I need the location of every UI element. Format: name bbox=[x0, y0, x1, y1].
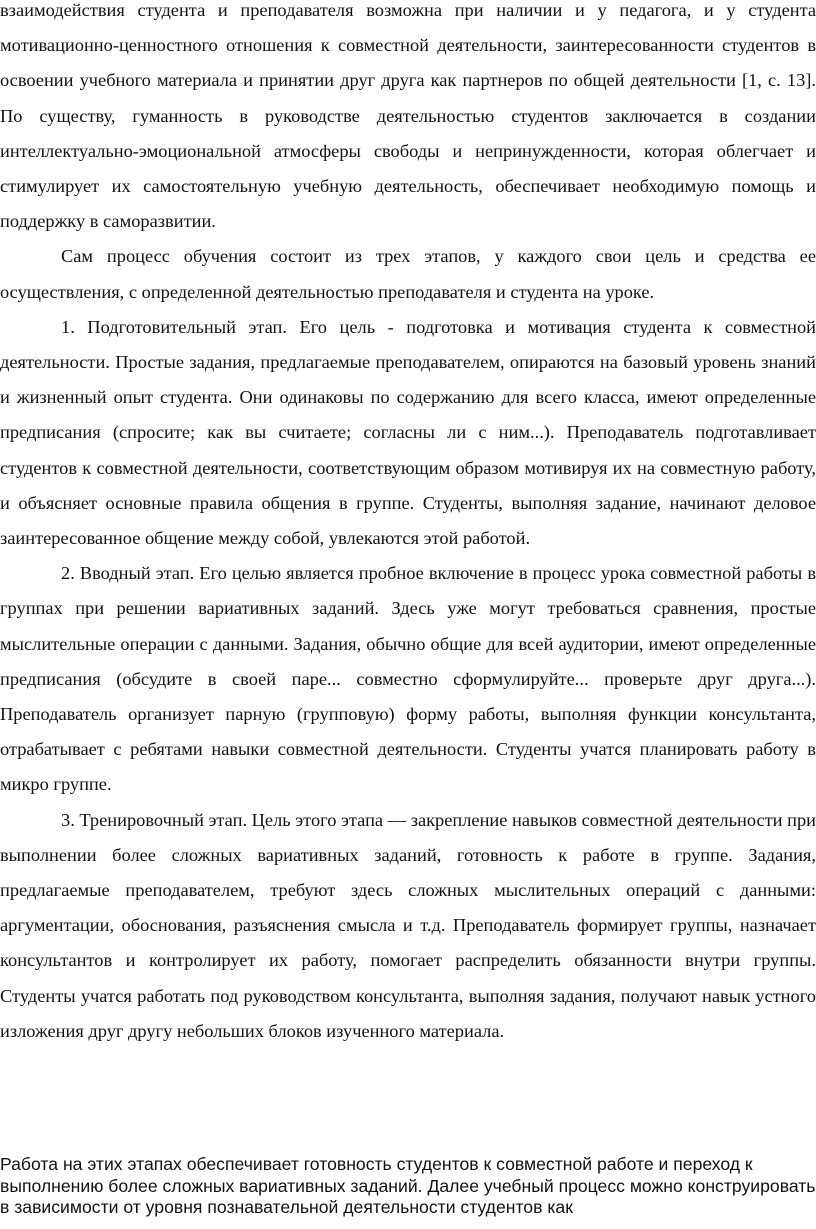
paragraph-stage-introductory: 2. Вводный этап. Его целью является пробное включение в процесс урока совместной работы в группах при решении вариативных заданий. Здесь уже могут требоваться сравнения, простые мыслительные операции с данными. Задания, обычно общие для всей аудитории, имеют определенные предписания (обсудите в своей паре... совместно сформулируйте... проверьте друг друга...). Преподаватель организует парную (групповую) форму работы, выполняя функции консультанта, отрабатывает с ребятами навыки совместной деятельности. Студенты учатся планировать работу в микро группе. bbox=[0, 563, 816, 795]
paragraph-learning-stages: Сам процесс обучения состоит из трех этапов, у каждого свои цель и средства ее осуществления, с определенной деятельностью преподавателя и студента на уроке. bbox=[0, 246, 816, 302]
paragraph-stage-preparatory: 1. Подготовительный этап. Его цель - подготовка и мотивация студента к совместной деятельности. Простые задания, предлагаемые преподавателем, опираются на базовый уровень знаний и жизненный опыт студента. Они одинаковы по содержанию для всего класса, имеют определенные предписания (спросите; как вы считаете; согласны ли с ним...). Преподаватель подготавливает студентов к совместной деятельности, соответствующим образом мотивируя их на совместную работу, и объясняет основные правила общения в группе. Студенты, выполняя задание, начинают деловое заинтересованное общение между собой, увлекаются этой работой. bbox=[0, 316, 816, 549]
paragraph-tail: Работа на этих этапах обеспечивает готовность студентов к совместной работе и переход к выполнению более сложных вариативных заданий. Далее учебный процесс можно конструировать в зависимости от уровня познавательной деятельности студентов как bbox=[0, 1154, 816, 1218]
paragraph-continuation: взаимодействия студента и преподавателя возможна при наличии и у педагога, и у студента мотивационно-ценностного отношения к совместной деятельности, заинтересованности студентов в освоении учебного материала и принятии друг друга как партнеров по общей деятельности [1, с. 13]. По существу, гуманность в руководстве деятельностью студентов заключается в создании интеллектуально-эмоциональной атмосферы свободы и непринужденности, которая облегчает и стимулирует их самостоятельную учебную деятельность, обеспечивает необходимую помощь и поддержку в саморазвитии. bbox=[0, 0, 816, 232]
paragraph-stage-training: 3. Тренировочный этап. Цель этого этапа — закрепление навыков совместной деятельности при выполнении более сложных вариативных заданий, готовность к работе в группе. Задания, предлагаемые преподавателем, требуют здесь сложных мыслительных операций с данными: аргументации, обоснования, разъяснения смысла и т.д. Преподаватель формирует группы, назначает консультантов и контролирует их работу, помогает распределить обязанности внутри группы. Студенты учатся работать под руководством консультанта, выполняя задания, получают навык устного изложения друг другу небольших блоков изученного материала. bbox=[0, 809, 816, 1041]
